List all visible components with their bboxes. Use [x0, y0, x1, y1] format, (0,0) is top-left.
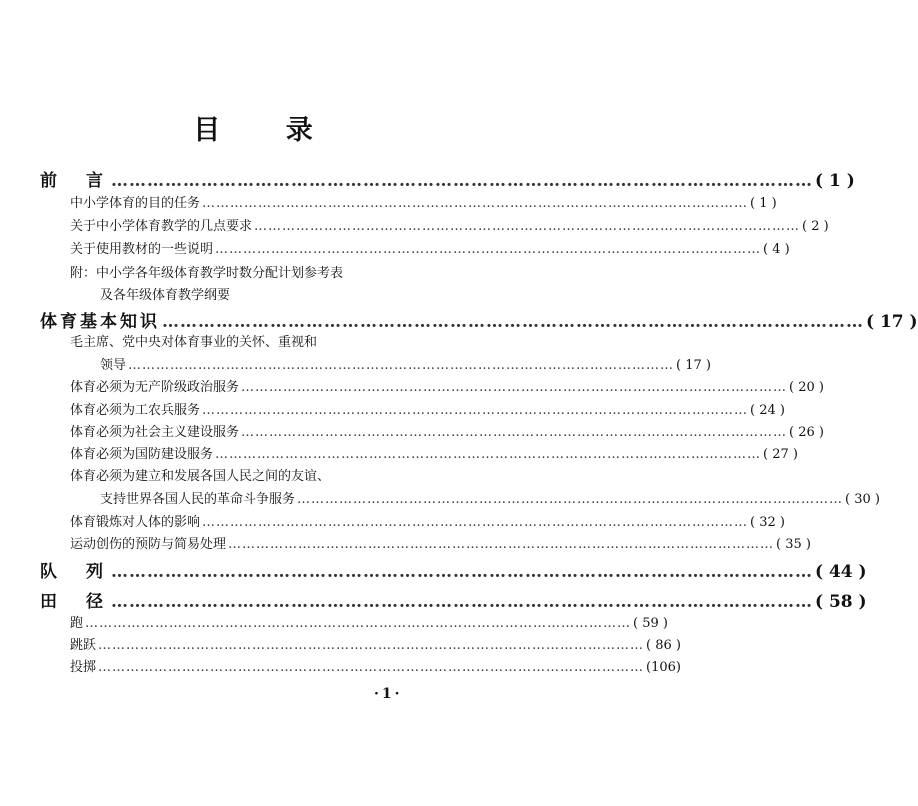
toc-entry[interactable]	[70, 193, 777, 215]
leader-dots: ………………………………………………………………………………………………………	[254, 219, 801, 234]
toc-entry[interactable]	[70, 635, 681, 657]
leader-dots: ………………………………………………………………………………………………………	[98, 638, 645, 653]
toc-entry-label: 体育必须为无产阶级政治服务	[70, 380, 240, 395]
toc-entry[interactable]: 毛主席、党中央对体育事业的关怀、重视和	[70, 335, 318, 350]
toc-entry[interactable]	[70, 534, 811, 556]
leader-dots: ………………………………………………………………………………………………………	[98, 660, 645, 675]
toc-entry-label: 队 列	[40, 562, 109, 582]
leader-dots: ………………………………………………………………………………………………………	[202, 403, 749, 418]
toc-entry-label: 支持世界各国人民的革命斗争服务	[100, 492, 296, 507]
toc-entry-continuation[interactable]	[100, 489, 880, 511]
toc-entry-label: 体育锻炼对人体的影响	[70, 515, 201, 530]
toc-entry-label: 关于中小学体育教学的几点要求	[70, 219, 253, 234]
toc-entry[interactable]	[70, 613, 668, 635]
page-title: 目 录	[193, 115, 341, 146]
toc-entry-label: 领导	[100, 358, 127, 373]
toc-entry[interactable]	[70, 657, 681, 679]
toc-entry[interactable]	[70, 239, 790, 261]
toc-entry-label: 运动创伤的预防与简易处理	[70, 537, 227, 552]
toc-entry-appendix-continuation: 及各年级体育教学纲要	[100, 288, 231, 303]
toc-entry-label: 体育必须为国防建设服务	[70, 447, 214, 462]
toc-entry-appendix[interactable]: 附：中小学各年级体育教学时数分配计划参考表	[70, 266, 344, 281]
toc-entry-page: ( 1 )	[750, 196, 777, 211]
toc-entry-page: ( 59 )	[633, 616, 668, 631]
leader-dots: ………………………………………………………………………………………………………	[297, 492, 844, 507]
leader-dots: ………………………………………………………………………………………………………	[241, 425, 788, 440]
toc-entry-page: ( 30 )	[845, 492, 880, 507]
toc-entry-page: ( 58 )	[815, 592, 867, 612]
toc-entry[interactable]	[70, 512, 785, 534]
toc-entry-label: 体育必须为社会主义建设服务	[70, 425, 240, 440]
toc-entry[interactable]	[70, 422, 824, 444]
leader-dots: ………………………………………………………………………………………………………	[111, 592, 813, 612]
toc-entry-label: 中小学体育的目的任务	[70, 196, 201, 211]
toc-entry-label: 跑	[70, 616, 84, 631]
leader-dots: ………………………………………………………………………………………………………	[202, 196, 749, 211]
leader-dots: ………………………………………………………………………………………………………	[215, 242, 762, 257]
toc-entry[interactable]	[70, 377, 824, 399]
toc-entry-label: 田 径	[40, 592, 109, 612]
leader-dots: ………………………………………………………………………………………………………	[85, 616, 632, 631]
toc-entry-page: ( 44 )	[815, 562, 867, 582]
leader-dots: ………………………………………………………………………………………………………	[228, 537, 775, 552]
toc-entry-label: 投掷	[70, 660, 97, 675]
toc-entry-page: ( 86 )	[646, 638, 681, 653]
toc-entry-page: ( 17 )	[676, 358, 711, 373]
toc-entry-label: 跳跃	[70, 638, 97, 653]
toc-entry-page: ( 17 )	[866, 312, 918, 332]
toc-entry-page: ( 4 )	[763, 242, 790, 257]
toc-entry-foreword[interactable]	[40, 170, 855, 192]
toc-entry[interactable]	[70, 216, 829, 238]
toc-entry-page: ( 2 )	[802, 219, 829, 234]
toc-entry-page: ( 1 )	[815, 171, 855, 191]
leader-dots: ………………………………………………………………………………………………………	[215, 447, 762, 462]
toc-entry-page: ( 35 )	[776, 537, 811, 552]
toc-entry-basic-knowledge[interactable]	[40, 311, 918, 333]
leader-dots: ………………………………………………………………………………………………………	[241, 380, 788, 395]
leader-dots: ………………………………………………………………………………………………………	[162, 312, 864, 332]
page-number: ·1·	[374, 686, 403, 702]
toc-entry-track-and-field[interactable]	[40, 591, 867, 613]
toc-entry-page: (106)	[646, 660, 681, 675]
toc-entry-label: 前 言	[40, 171, 109, 191]
toc-entry-label: 体育必须为工农兵服务	[70, 403, 201, 418]
toc-entry-label: 体育基本知识	[40, 312, 160, 332]
leader-dots: ………………………………………………………………………………………………………	[111, 562, 813, 582]
toc-entry-formation[interactable]	[40, 561, 867, 583]
toc-entry-page: ( 20 )	[789, 380, 824, 395]
leader-dots: ………………………………………………………………………………………………………	[111, 171, 813, 191]
leader-dots: ………………………………………………………………………………………………………	[128, 358, 675, 373]
toc-entry-label: 关于使用教材的一些说明	[70, 242, 214, 257]
toc-entry[interactable]: 体育必须为建立和发展各国人民之间的友谊、	[70, 469, 331, 484]
toc-entry-page: ( 27 )	[763, 447, 798, 462]
toc-entry[interactable]	[70, 444, 798, 466]
toc-entry-page: ( 32 )	[750, 515, 785, 530]
toc-entry[interactable]	[70, 400, 785, 422]
toc-entry-continuation[interactable]	[100, 355, 711, 377]
toc-entry-page: ( 26 )	[789, 425, 824, 440]
toc-entry-page: ( 24 )	[750, 403, 785, 418]
leader-dots: ………………………………………………………………………………………………………	[202, 515, 749, 530]
